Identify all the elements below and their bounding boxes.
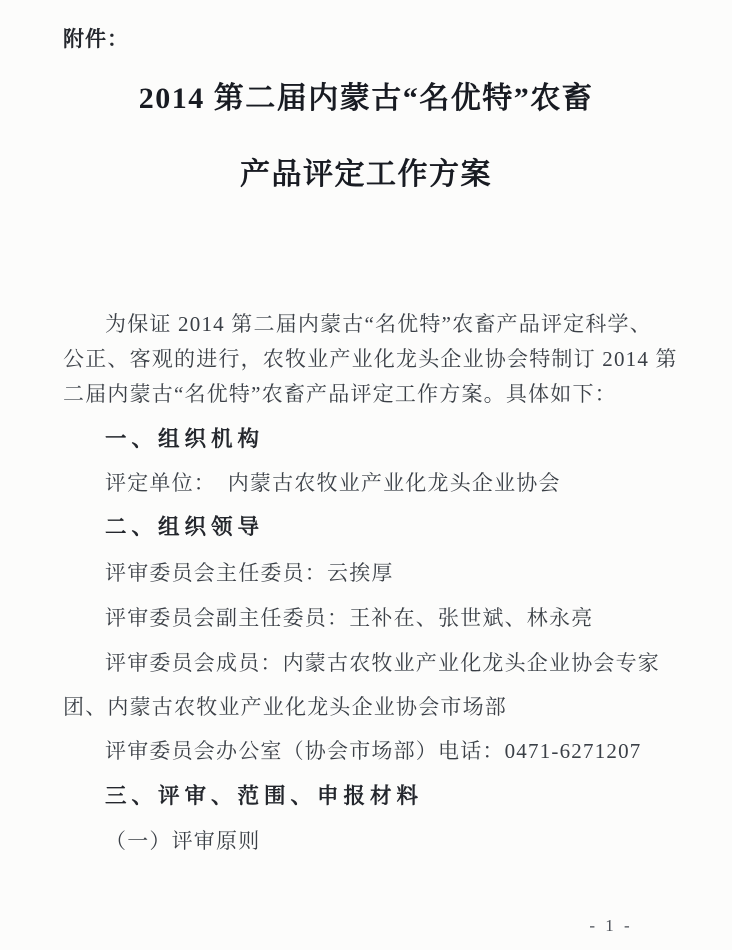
attachment-label: 附件： [63,28,129,51]
intro-paragraph-line-1: 为保证 2014 第二届内蒙古“名优特”农畜产品评定科学、 [105,312,652,336]
line-evaluating-unit: 评定单位： 内蒙古农牧业产业化龙头企业协会 [105,471,561,495]
document-title-line-1: 2014 第二届内蒙古“名优特”农畜 [138,82,594,115]
line-committee-office-phone: 评审委员会办公室（协会市场部）电话：0471-6271207 [105,739,642,763]
line-deputy-chief-members: 评审委员会副主任委员：王补在、张世斌、林永亮 [105,606,594,630]
intro-paragraph-line-3: 二届内蒙古“名优特”农畜产品评定工作方案。具体如下： [63,382,617,406]
section-heading-leadership: 二、组织领导 [105,515,265,539]
section-heading-organization: 一、组织机构 [105,427,265,451]
section-heading-review-scope-materials: 三、评审、范围、申报材料 [105,784,424,808]
line-subheading-review-principles: （一）评审原则 [105,829,261,853]
intro-paragraph-line-2: 公正、客观的进行，农牧业产业化龙头企业协会特制订 2014 第 [63,347,678,371]
line-committee-members-part-1: 评审委员会成员：内蒙古农牧业产业化龙头企业协会专家 [105,651,660,675]
document-title-line-2: 产品评定工作方案 [240,158,492,191]
line-chief-committee-member: 评审委员会主任委员：云挨厚 [105,561,394,585]
page-number: - 1 - [589,916,633,935]
line-committee-members-part-2: 团、内蒙古农牧业产业化龙头企业协会市场部 [63,695,507,719]
